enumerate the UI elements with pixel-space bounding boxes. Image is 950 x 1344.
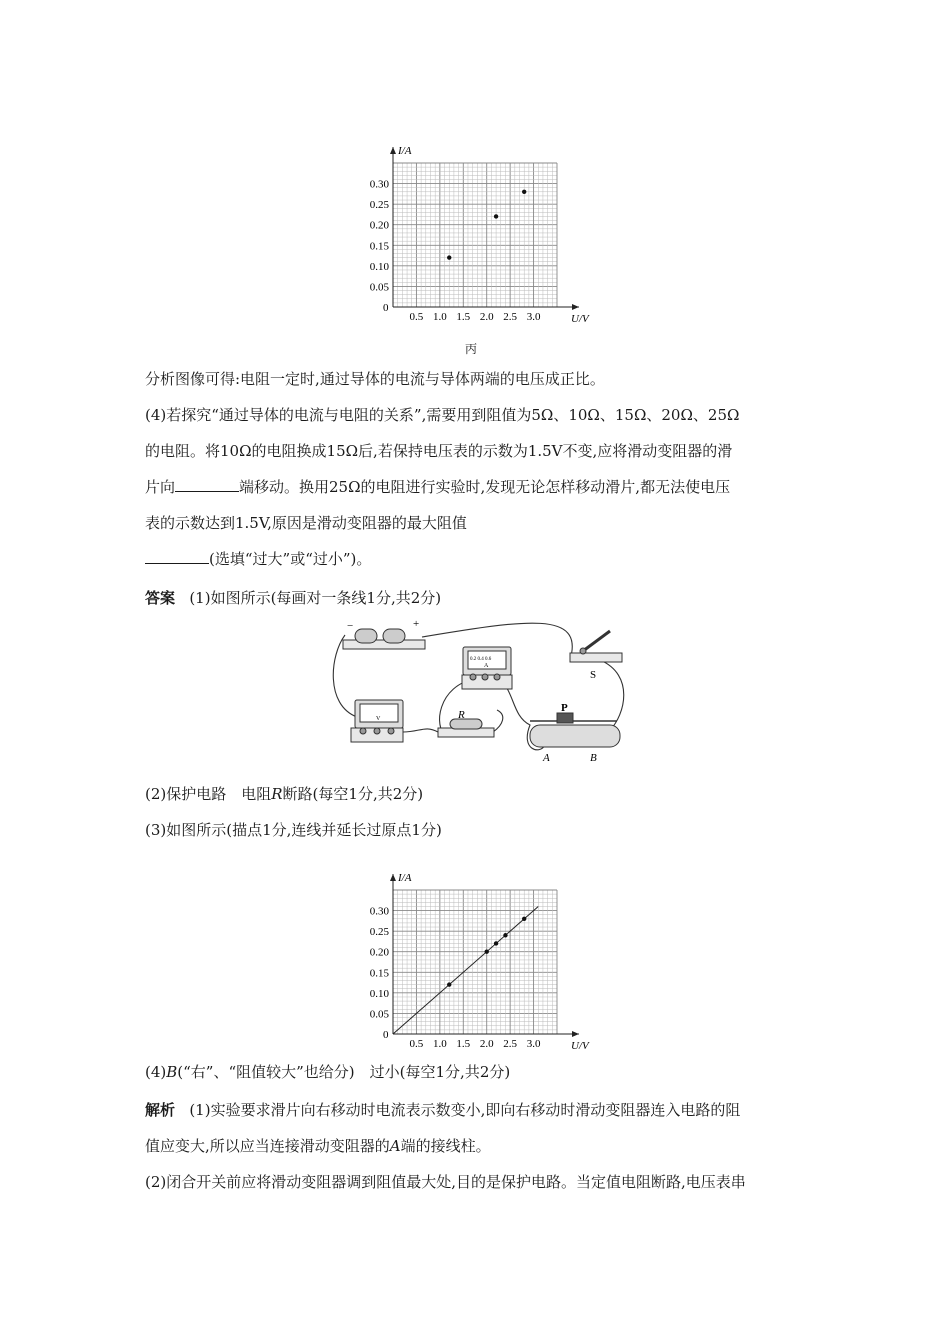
explain-2-a: 值应变大,所以应当连接滑动变阻器的: [145, 1137, 390, 1155]
answer-1: [145, 588, 441, 608]
x-tick-label: 0.5: [409, 311, 424, 323]
x-tick-label: 2.5: [503, 311, 518, 323]
answer-2-a: (2)保护电路 电阻: [145, 785, 272, 803]
q4-line-1: (4)若探究“通过导体的电流与电阻的关系”,需要用到阻值为5Ω、10Ω、15Ω、20Ω、25Ω: [145, 406, 740, 424]
data-point: [522, 917, 526, 921]
battery-plus: +: [413, 618, 420, 630]
x-axis-arrow: [572, 304, 579, 310]
y-tick-label: 0.20: [369, 946, 389, 959]
y-tick-label: 0.15: [369, 240, 389, 253]
answer-label: 答案: [145, 589, 176, 607]
answer-4-b: B: [166, 1063, 178, 1081]
y-axis-label: I/A: [398, 145, 412, 157]
origin-label: 0: [383, 302, 389, 314]
x-tick-label: 1.0: [432, 311, 447, 323]
slider-label: P: [561, 702, 568, 714]
rheostat[interactable]: [530, 702, 620, 764]
x-tick-label: 2.0: [479, 1038, 494, 1050]
answer-blank-2[interactable]: [145, 549, 209, 564]
data-point: [494, 214, 498, 218]
q4-line-2: 的电阻。将10Ω的电阻换成15Ω后,若保持电压表的示数为1.5V不变,应将滑动变阻器的滑: [145, 442, 733, 460]
voltmeter: [351, 700, 403, 742]
data-point: [522, 190, 526, 194]
q4-line-5-text: (选填“过大”或“过小”)。: [209, 550, 372, 568]
explain-2-b: A: [389, 1137, 401, 1155]
ammeter-scale: 0.2 0.4 0.6: [470, 657, 492, 662]
q4-line-3-b: 端移动。换用25Ω的电阻进行实验时,发现无论怎样移动滑片,都无法使电压: [239, 478, 731, 496]
origin-label: 0: [383, 1029, 389, 1041]
battery: [343, 618, 425, 649]
answer-3: (3)如图所示(描点1分,连线并延长过原点1分): [145, 821, 442, 839]
y-tick-label: 0.25: [369, 199, 389, 212]
answer-4: [145, 1062, 510, 1082]
graph-bing: [355, 118, 595, 328]
x-axis-arrow: [572, 1031, 579, 1037]
answer-4-a: (4): [145, 1063, 167, 1081]
data-point: [447, 255, 451, 259]
battery-minus: −: [347, 620, 354, 632]
answer-blank-1[interactable]: [175, 477, 239, 492]
x-axis-label: U/V: [571, 313, 589, 325]
y-axis-label: I/A: [398, 872, 412, 884]
x-tick-label: 1.0: [432, 1038, 447, 1050]
explain-2-c: 端的接线柱。: [400, 1137, 491, 1155]
resistor: [438, 709, 494, 737]
data-point: [447, 982, 451, 986]
q4-line-3: [145, 477, 730, 497]
q4-line-4: 表的示数达到1.5V,原因是滑动变阻器的最大阻值: [145, 514, 467, 532]
answer-2-c: 断路(每空1分,共2分): [282, 785, 424, 803]
y-tick-label: 0.30: [369, 178, 389, 191]
graph-fit: [393, 906, 538, 1034]
x-axis-label: U/V: [571, 1040, 589, 1052]
x-tick-label: 2.5: [503, 1038, 518, 1050]
switch[interactable]: [570, 631, 622, 681]
q4-line-3-a: 片向: [145, 478, 176, 496]
terminal-a: A: [543, 752, 550, 764]
voltmeter-letter: V: [376, 716, 381, 722]
explain-1-text: (1)实验要求滑片向右移动时电流表示数变小,即向右移动时滑动变阻器连入电路的阻: [189, 1101, 741, 1119]
x-tick-label: 0.5: [409, 1038, 424, 1050]
fit-line: [393, 906, 538, 1034]
explain-label: 解析: [145, 1101, 176, 1119]
analysis-line: 分析图像可得:电阻一定时,通过导体的电流与导体两端的电压成正比。: [145, 370, 605, 388]
graph-answer: [355, 845, 595, 1055]
y-tick-label: 0.05: [369, 1008, 389, 1021]
explain-3: (2)闭合开关前应将滑动变阻器调到阻值最大处,目的是保护电路。当定值电阻断路,电压表串: [145, 1173, 746, 1191]
resistor-label: R: [458, 709, 465, 721]
circuit-diagram: [325, 615, 635, 770]
explain-2: [145, 1136, 491, 1156]
figure-caption: 丙: [465, 342, 478, 356]
x-tick-label: 1.5: [456, 311, 471, 323]
y-tick-label: 0.20: [369, 219, 389, 232]
y-axis-arrow: [390, 147, 396, 154]
y-tick-label: 0.05: [369, 281, 389, 294]
x-tick-label: 1.5: [456, 1038, 471, 1050]
terminal-b: B: [590, 752, 597, 764]
q4-line-5: [145, 549, 371, 569]
answer-2: [145, 784, 423, 804]
x-tick-label: 2.0: [479, 311, 494, 323]
ammeter-letter: A: [484, 663, 489, 669]
y-tick-label: 0.25: [369, 926, 389, 939]
answer-2-r: R: [271, 785, 283, 803]
y-tick-label: 0.15: [369, 967, 389, 980]
switch-label: S: [590, 669, 597, 681]
ammeter: [462, 647, 512, 689]
y-tick-label: 0.10: [369, 987, 389, 1000]
data-point: [494, 941, 498, 945]
y-axis-arrow: [390, 874, 396, 881]
answer-4-c: (“右”、“阻值较大”也给分) 过小(每空1分,共2分): [177, 1063, 511, 1081]
answer-1-text: (1)如图所示(每画对一条线1分,共2分): [189, 589, 442, 607]
explain-1: [145, 1100, 740, 1120]
x-tick-label: 3.0: [526, 1038, 541, 1050]
y-tick-label: 0.10: [369, 260, 389, 273]
graph-grid: [393, 163, 557, 307]
y-tick-label: 0.30: [369, 905, 389, 918]
data-point: [485, 950, 489, 954]
data-point: [503, 933, 507, 937]
x-tick-label: 3.0: [526, 311, 541, 323]
